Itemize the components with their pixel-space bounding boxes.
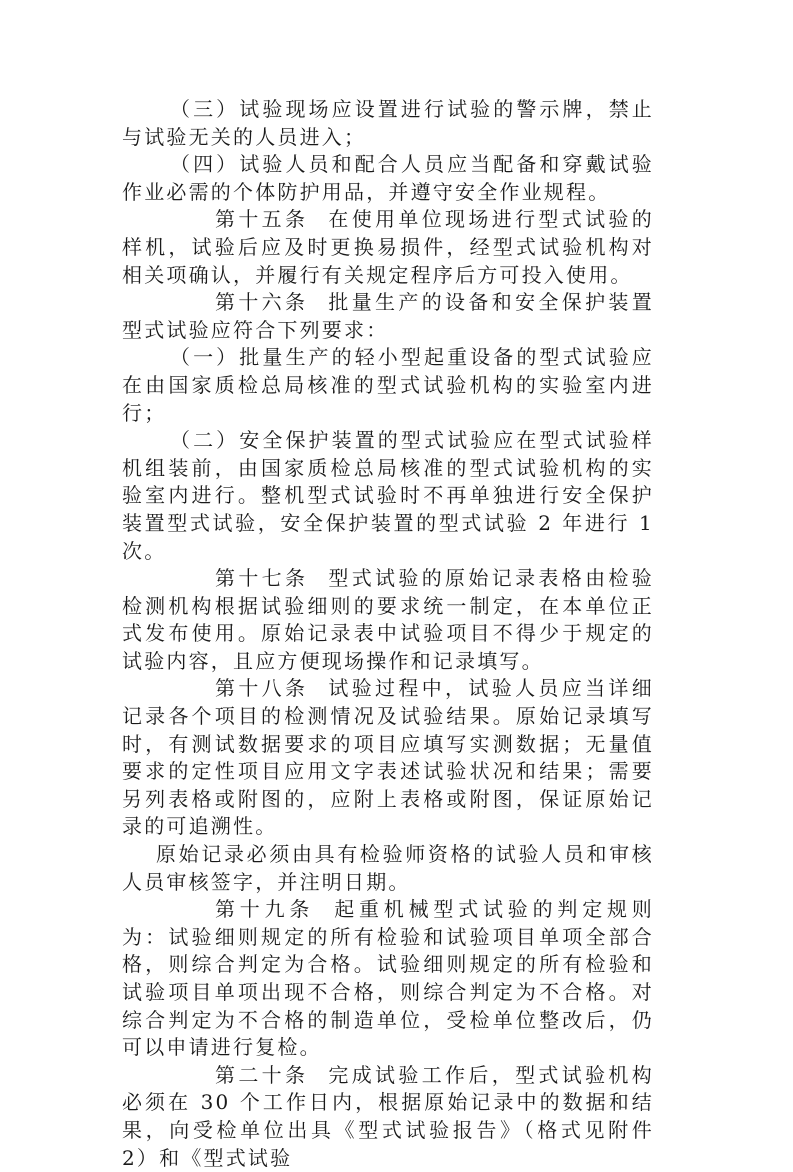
article-16 xyxy=(122,289,654,344)
item-paragraph-3 xyxy=(122,96,654,151)
article-text: 批量生产的设备和安全保护装置型式试验应符合下列要求： xyxy=(122,290,654,342)
article-text: 在使用单位现场进行型式试验的样机，试验后应及时更换易损件，经型式试验机构对相关项确认，并履行有关规定程序后方可投入使用。 xyxy=(122,207,654,287)
article-19 xyxy=(122,896,654,1062)
article-number: 第十五条 xyxy=(215,207,309,232)
article-18 xyxy=(122,675,654,841)
article-text: 试验过程中，试验人员应当详细记录各个项目的检测情况及试验结果。原始记录填写时，有测试数据要求的项目应填写实测数据；无量值要求的定性项目应用文字表述试验状况和结果；需要另列表格或附图的，应附上表格或附图，保证原始记录的可追溯性。 xyxy=(122,676,654,839)
article-number: 第二十条 xyxy=(215,1062,309,1087)
paragraph-text: （四）试验人员和配合人员应当配备和穿戴试验作业必需的个体防护用品，并遵守安全作业规程。 xyxy=(122,152,654,204)
article-number: 第十七条 xyxy=(215,566,309,591)
item-paragraph-1 xyxy=(122,344,654,427)
article-text: 完成试验工作后，型式试验机构必须在 30 个工作日内，根据原始记录中的数据和结果，向受检单位出具《型式试验报告》（格式见附件 2）和《型式试验 xyxy=(122,1062,654,1170)
item-paragraph-4 xyxy=(122,151,654,206)
paragraph-text: （一）批量生产的轻小型起重设备的型式试验应在由国家质检总局核准的型式试验机构的实验室内进行； xyxy=(122,345,654,425)
article-20 xyxy=(122,1062,654,1172)
article-text: 起重机械型式试验的判定规则为：试验细则规定的所有检验和试验项目单项全部合格，则综合判定为合格。试验细则规定的所有检验和试验项目单项出现不合格，则综合判定为不合格。对综合判定为不合格的制造单位，受检单位整改后，仍可以申请进行复检。 xyxy=(122,897,654,1060)
item-paragraph-2 xyxy=(122,427,654,565)
article-17 xyxy=(122,565,654,675)
article-number: 第十九条 xyxy=(215,897,315,922)
paragraph-text: 原始记录必须由具有检验师资格的试验人员和审核人员审核签字，并注明日期。 xyxy=(122,842,654,894)
paragraph-text: （三）试验现场应设置进行试验的警示牌，禁止与试验无关的人员进入； xyxy=(122,97,654,149)
paragraph-text: （二）安全保护装置的型式试验应在型式试验样机组装前，由国家质检总局核准的型式试验机构的实验室内进行。整机型式试验时不再单独进行安全保护装置型式试验，安全保护装置的型式试验 2 年进行 1 次。 xyxy=(122,428,654,563)
article-15 xyxy=(122,206,654,289)
article-text: 型式试验的原始记录表格由检验检测机构根据试验细则的要求统一制定，在本单位正式发布使用。原始记录表中试验项目不得少于规定的试验内容，且应方便现场操作和记录填写。 xyxy=(122,566,654,673)
article-number: 第十六条 xyxy=(215,290,309,315)
document-page xyxy=(122,96,654,1172)
plain-paragraph xyxy=(122,841,654,896)
article-number: 第十八条 xyxy=(215,676,309,701)
